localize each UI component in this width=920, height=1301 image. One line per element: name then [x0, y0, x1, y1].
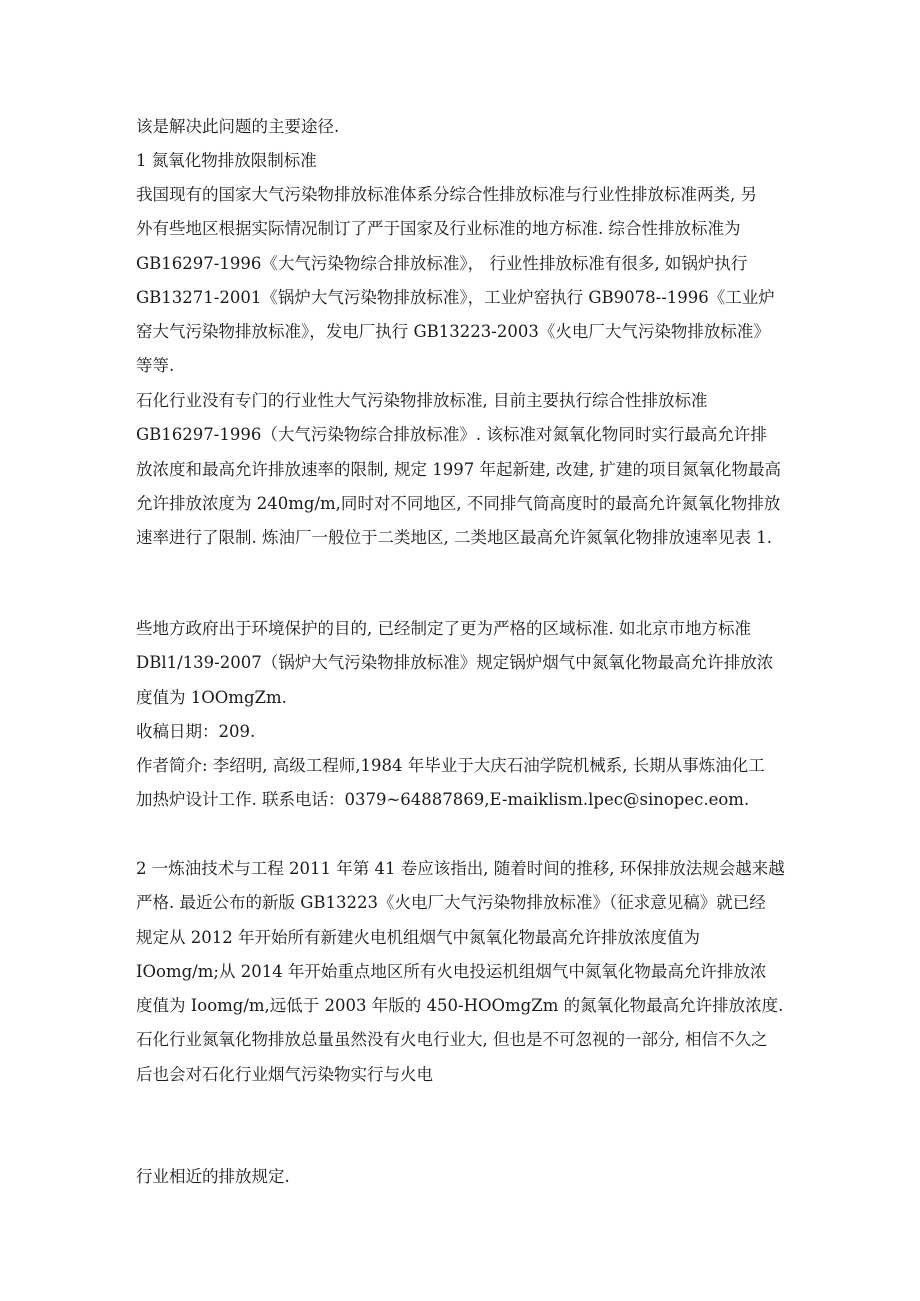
standards-paragraph [136, 178, 796, 384]
text-line: 加热炉设计工作. 联系电话：0379~64887869,E-maiklism.lpec@sinopec.eom. [136, 790, 750, 810]
text-line: GB16297-1996《大气污染物综合排放标准》， 行业性排放标准有很多, 如锅炉执行 [136, 253, 748, 273]
text-line: 石化行业氮氧化物排放总量虽然没有火电行业大, 但也是不可忽视的一部分, 相信不久之 [136, 1030, 768, 1050]
received-date [136, 715, 796, 749]
text-line: GB16297-1996（大气污染物综合排放标准》. 该标准对氮氧化物同时实行最高允许排 [136, 425, 767, 445]
future-regulations-paragraph [136, 852, 796, 1092]
text-line: 收稿日期：209. [136, 722, 256, 741]
text-line: 该是解决此问题的主要途径. [136, 117, 340, 136]
author-bio [136, 749, 796, 818]
text-line: 行业相近的排放规定. [136, 1167, 290, 1186]
text-line: 允许排放浓度为 240mg/m,同时对不同地区, 不同排气筒高度时的最高允许氮氧化物排放 [136, 493, 781, 513]
intro-paragraph [136, 110, 796, 144]
local-standards-paragraph [136, 612, 796, 715]
text-line: GB13271-2001《锅炉大气污染物排放标准》，工业炉窑执行 GB9078--1996《工业炉 [136, 287, 775, 307]
text-line: 2 一炼油技术与工程 2011 年第 41 卷应该指出, 随着时间的推移, 环保排放法规会越来越 [136, 859, 785, 878]
text-line: 石化行业没有专门的行业性大气污染物排放标准, 目前主要执行综合性排放标准 [136, 391, 708, 410]
text-line: 速率进行了限制. 炼油厂一般位于二类地区, 二类地区最高允许氮氧化物排放速率见表 1. [136, 528, 772, 548]
text-line: 后也会对石化行业烟气污染物实行与火电 [136, 1064, 433, 1084]
text-line: 度值为 1OOmgZm. [136, 687, 287, 707]
text-line: IOomg/m;从 2014 年开始重点地区所有火电投运机组烟气中氮氧化物最高允许排放浓 [136, 961, 767, 981]
section-heading [136, 144, 796, 178]
petrochemical-paragraph [136, 384, 796, 555]
text-line: DBl1/139-2007（锅炉大气污染物排放标准》规定锅炉烟气中氮氧化物最高允许排放浓 [136, 653, 774, 673]
text-line: 些地方政府出于环境保护的目的, 已经制定了更为严格的区域标准. 如北京市地方标准 [136, 619, 751, 638]
text-line: 严格. 最近公布的新版 GB13223《火电厂大气污染物排放标准》（征求意见稿》就已经 [136, 893, 766, 913]
text-line: 等等. [136, 356, 175, 376]
text-line: 窑大气污染物排放标准》，发电厂执行 GB13223-2003《火电厂大气污染物排放标准》 [136, 322, 770, 342]
text-line: 度值为 Ioomg/m,远低于 2003 年版的 450-HOOmgZm 的氮氧化物最高允许排放浓度. [136, 996, 784, 1016]
text-line: 放浓度和最高允许排放速率的限制, 规定 1997 年起新建, 改建, 扩建的项目氮氧化物最高 [136, 459, 781, 479]
text-line: 我国现有的国家大气污染物排放标准体系分综合性排放标准与行业性排放标准两类, 另 [136, 185, 757, 204]
text-line: 作者简介: 李绍明, 高级工程师,1984 年毕业于大庆石油学院机械系, 长期从事炼油化工 [136, 756, 765, 775]
closing-line [136, 1160, 796, 1194]
text-line: 1 氮氧化物排放限制标准 [136, 151, 317, 170]
text-line: 规定从 2012 年开始所有新建火电机组烟气中氮氧化物最高允许排放浓度值为 [136, 927, 700, 947]
text-line: 外有些地区根据实际情况制订了严于国家及行业标准的地方标准. 综合性排放标准为 [136, 219, 741, 239]
